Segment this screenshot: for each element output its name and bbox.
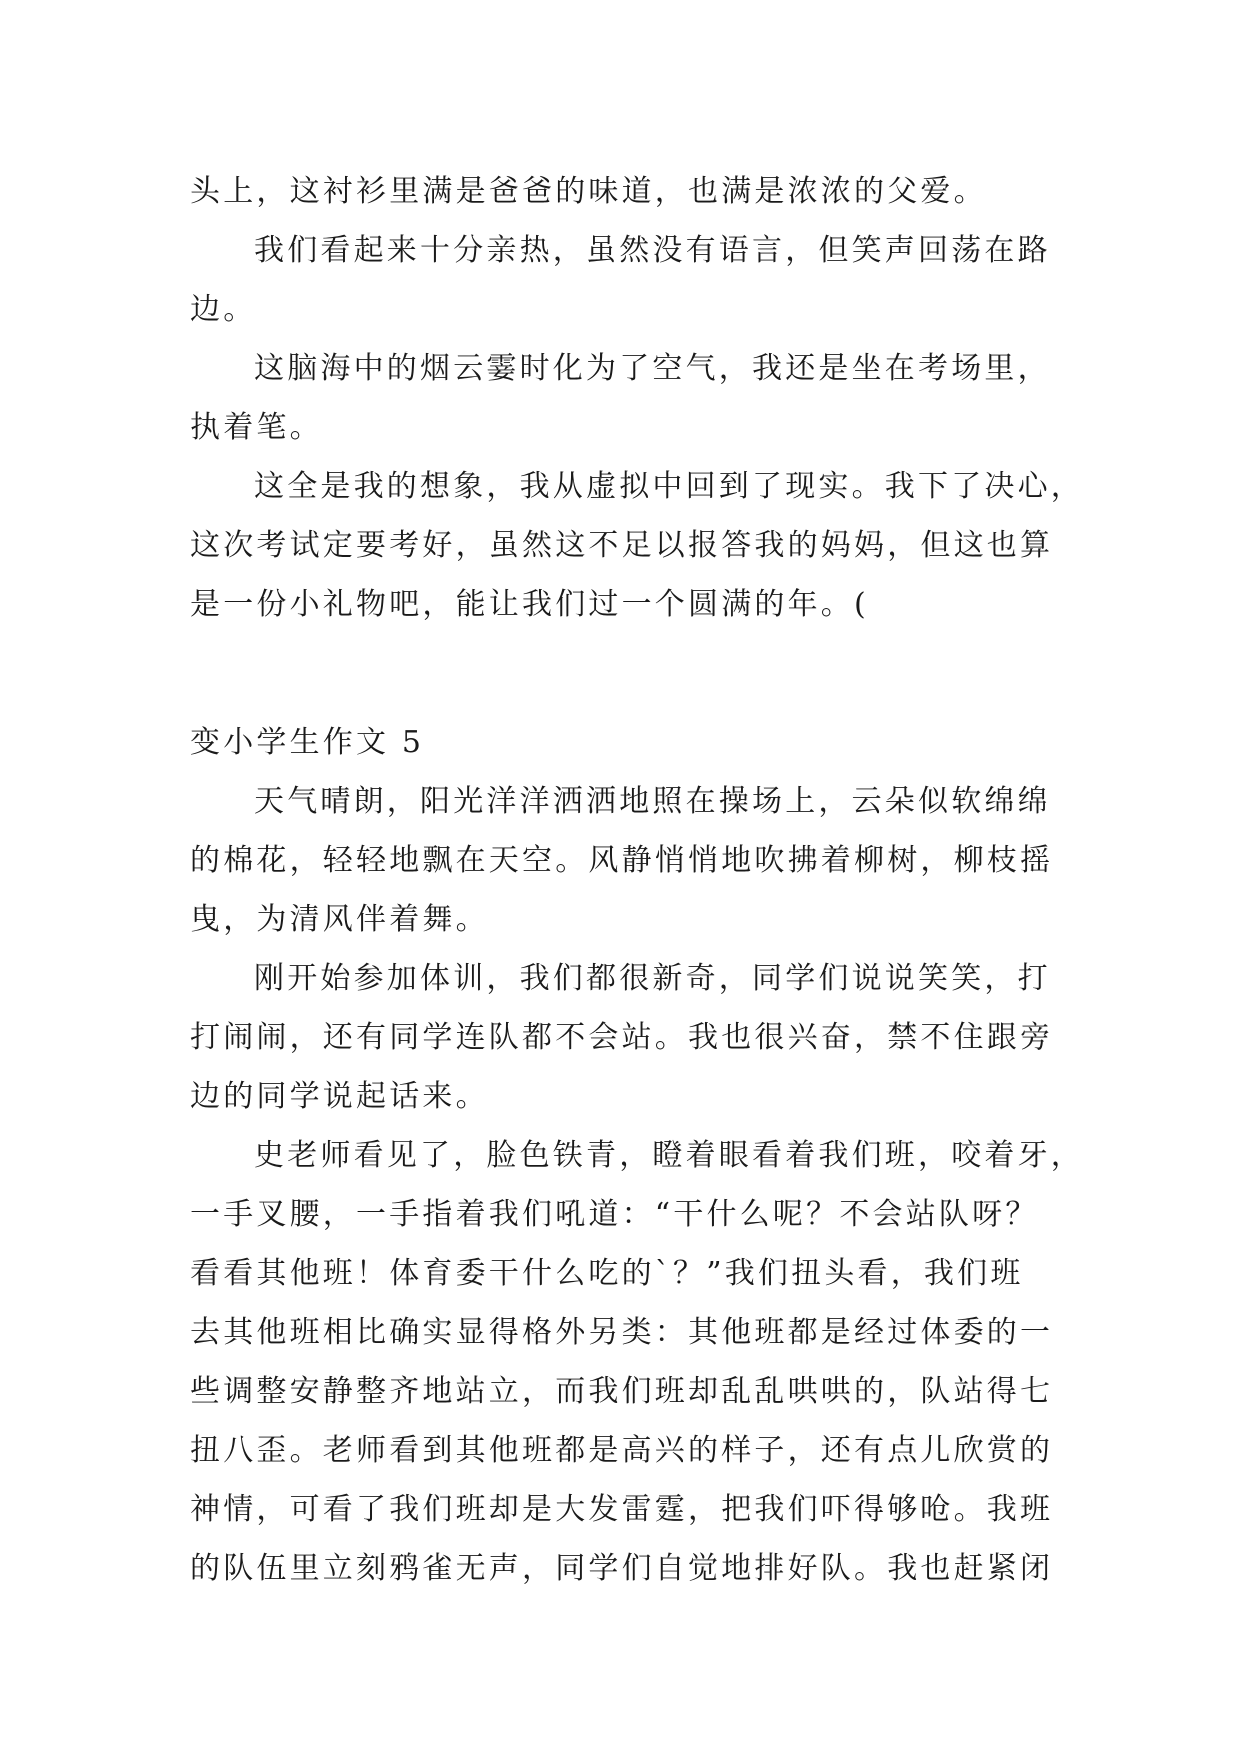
paragraph-line: 这次考试定要考好，虽然这不足以报答我的妈妈，但这也算 <box>190 528 1054 563</box>
paragraph-line: 的队伍里立刻鸦雀无声，同学们自觉地排好队。我也赶紧闭 <box>190 1551 1054 1586</box>
paragraph-line: 看看其他班！体育委干什么吃的`？”我们扭头看，我们班 <box>190 1256 1024 1291</box>
paragraph-line: 头上，这衬衫里满是爸爸的味道，也满是浓浓的父爱。 <box>190 174 987 209</box>
paragraph-1 <box>190 162 1062 221</box>
paragraph-line: 这脑海中的烟云霎时化为了空气，我还是坐在考场里， <box>254 351 1051 386</box>
paragraph-4 <box>190 457 1084 634</box>
paragraph-3 <box>190 339 1062 457</box>
paragraph-line: 史老师看见了，脸色铁青，瞪着眼看着我们班，咬着牙， <box>254 1138 1084 1173</box>
section-paragraph-2 <box>190 949 1062 1126</box>
section-paragraph-3 <box>190 1126 1084 1598</box>
paragraph-line: 些调整安静整齐地站立，而我们班却乱乱哄哄的，队站得七 <box>190 1374 1054 1409</box>
paragraph-line: 去其他班相比确实显得格外另类：其他班都是经过体委的一 <box>190 1315 1054 1350</box>
section-paragraph-1 <box>190 772 1062 949</box>
paragraph-line: 边的同学说起话来。 <box>190 1079 489 1114</box>
section-spacer <box>190 634 1062 713</box>
paragraph-line: 我们看起来十分亲热，虽然没有语言，但笑声回荡在路 <box>254 233 1051 268</box>
paragraph-line: 扭八歪。老师看到其他班都是高兴的样子，还有点儿欣赏的 <box>190 1433 1054 1468</box>
paragraph-line: 执着笔。 <box>190 410 323 445</box>
section-title: 变小学生作文 5 <box>190 725 425 760</box>
paragraph-line: 是一份小礼物吧，能让我们过一个圆满的年。( <box>190 587 869 622</box>
paragraph-line: 一手叉腰，一手指着我们吼道：“干什么呢？不会站队呀？ <box>190 1197 1039 1232</box>
paragraph-line: 这全是我的想象，我从虚拟中回到了现实。我下了决心， <box>254 469 1084 504</box>
paragraph-line: 边。 <box>190 292 257 327</box>
document-page <box>190 162 1084 1598</box>
paragraph-line: 曳，为清风伴着舞。 <box>190 902 489 937</box>
paragraph-line: 刚开始参加体训，我们都很新奇，同学们说说笑笑，打 <box>254 961 1051 996</box>
paragraph-2 <box>190 221 1062 339</box>
paragraph-line: 的棉花，轻轻地飘在天空。风静悄悄地吹拂着柳树，柳枝摇 <box>190 843 1054 878</box>
paragraph-line: 天气晴朗，阳光洋洋洒洒地照在操场上，云朵似软绵绵 <box>254 784 1051 819</box>
paragraph-line: 打闹闹，还有同学连队都不会站。我也很兴奋，禁不住跟旁 <box>190 1020 1054 1055</box>
paragraph-line: 神情，可看了我们班却是大发雷霆，把我们吓得够呛。我班 <box>190 1492 1054 1527</box>
